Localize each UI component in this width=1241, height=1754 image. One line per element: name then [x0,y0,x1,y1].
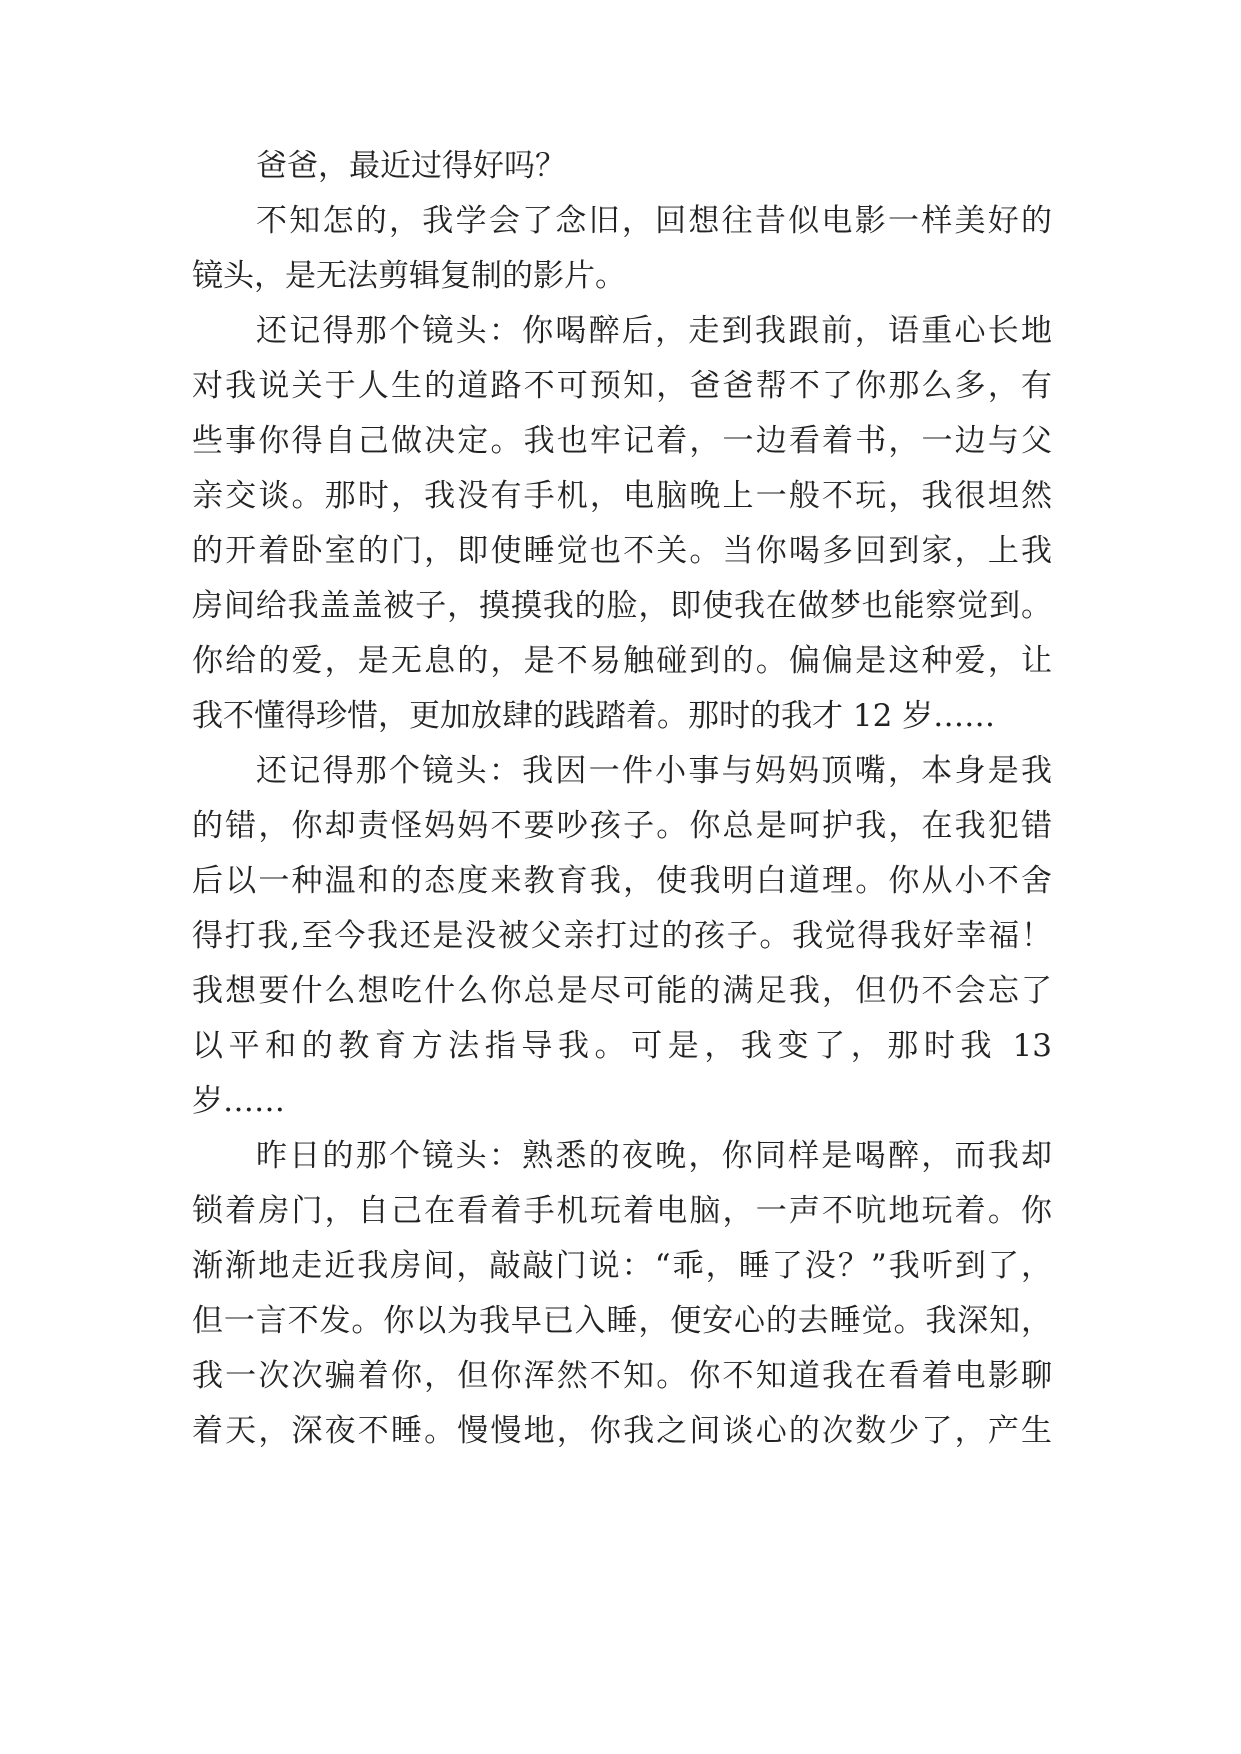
text-line: 以平和的教育方法指导我。可是，我变了，那时我 13 [192,1028,1052,1064]
text-line: 镜头，是无法剪辑复制的影片。 [192,258,626,294]
text-line: 我一次次骗着你，但你浑然不知。你不知道我在看着电影聊 [192,1358,1052,1394]
text-line: 渐渐地走近我房间，敲敲门说：“乖，睡了没？”我听到了， [192,1248,1052,1284]
text-line: 我不懂得珍惜，更加放肆的践踏着。那时的我才 12 岁…… [192,698,996,734]
text-line: 着天，深夜不睡。慢慢地，你我之间谈心的次数少了，产生 [192,1413,1052,1449]
text-line: 还记得那个镜头：我因一件小事与妈妈顶嘴，本身是我 [256,753,1052,789]
text-line: 锁着房门，自己在看着手机玩着电脑，一声不吭地玩着。你 [192,1193,1052,1229]
text-line: 昨日的那个镜头：熟悉的夜晚，你同样是喝醉，而我却 [256,1138,1052,1174]
text-line: 爸爸，最近过得好吗？ [256,148,566,184]
text-line: 的开着卧室的门，即使睡觉也不关。当你喝多回到家，上我 [192,533,1052,569]
text-line: 后以一种温和的态度来教育我，使我明白道理。你从小不舍 [192,863,1052,899]
text-line: 不知怎的，我学会了念旧，回想往昔似电影一样美好的 [256,203,1052,239]
text-line: 的错，你却责怪妈妈不要吵孩子。你总是呵护我，在我犯错 [192,808,1052,844]
text-line: 亲交谈。那时，我没有手机，电脑晚上一般不玩，我很坦然 [192,478,1052,514]
text-line: 房间给我盖盖被子，摸摸我的脸，即使我在做梦也能察觉到。 [192,588,1052,624]
text-line: 些事你得自己做决定。我也牢记着，一边看着书，一边与父 [192,423,1052,459]
text-line: 但一言不发。你以为我早已入睡，便安心的去睡觉。我深知， [192,1303,1052,1339]
text-line: 对我说关于人生的道路不可预知，爸爸帮不了你那么多，有 [192,368,1052,404]
text-line: 你给的爱，是无息的，是不易触碰到的。偏偏是这种爱，让 [192,643,1052,679]
text-line: 得打我,至今我还是没被父亲打过的孩子。我觉得我好幸福！ [192,918,1052,954]
text-line: 岁…… [192,1083,285,1119]
text-line: 我想要什么想吃什么你总是尽可能的满足我，但仍不会忘了 [192,973,1052,1009]
text-line: 还记得那个镜头：你喝醉后，走到我跟前，语重心长地 [256,313,1052,349]
